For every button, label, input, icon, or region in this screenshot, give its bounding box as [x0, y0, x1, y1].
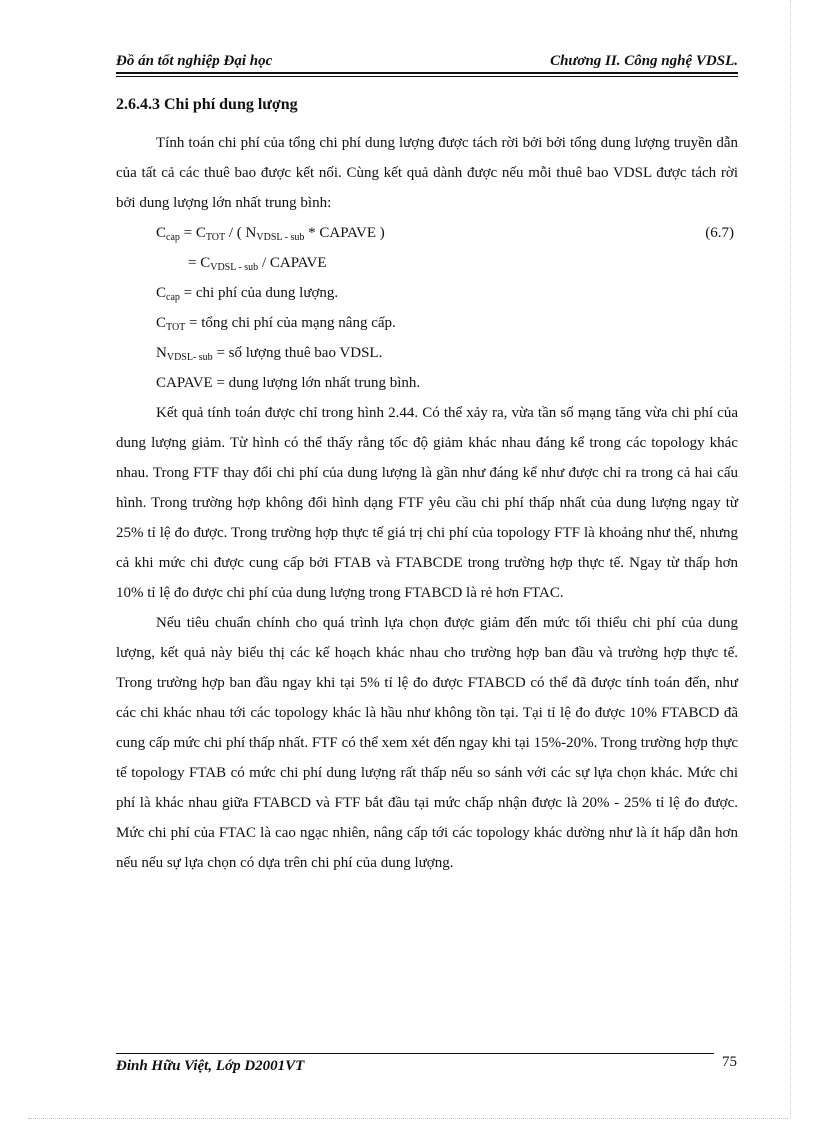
equation-number: (6.7) — [705, 225, 734, 241]
definition-nvdsl: $N_{VDSL- sub}$ = số lượng thuê bao VDSL. — [156, 345, 383, 363]
header-rule-thin — [116, 76, 738, 77]
header-left-title: Đồ án tốt nghiệp Đại học — [116, 53, 273, 69]
page-header — [116, 48, 738, 70]
header-rule-thick — [116, 72, 738, 74]
section-title: 2.6.4.3 Chi phí dung lượng — [116, 96, 298, 113]
definition-tot: $C_{TOT}$ = tổng chi phí của mạng nâng cấp. — [156, 315, 396, 333]
formula-line-2: = $C_{VDSL - sub}$ / CAPAVE — [188, 255, 327, 273]
definition-capave: CAPAVE = dung lượng lớn nhất trung bình. — [156, 375, 421, 391]
page-edge-bottom — [28, 1118, 788, 1119]
page-edge-right — [790, 0, 791, 1118]
paragraph-criteria: Nếu tiêu chuẩn chính cho quá trình lựa chọn được giảm đến mức tối thiểu chi phí của dung lượng, kết quả này biểu thị các kế hoạch khác nhau cho trường hợp ban đầu và trường hợp thực tế. Trong trường hợp ban đầu ngay khi tại 5% tỉ lệ đo được FTABCD có thể đã được tính toán đến, như các chi khác nhau tới các topology khác là hầu như không tồn tại. Tại tỉ lệ đo được 10% FTABCD đã cung cấp mức chi phí thấp nhất. FTF có thể xem xét đến ngay khi tại 15%-20%. Trong trường hợp thực tế topology FTAB có mức chi phí dung lượng rất thấp nếu so sánh với các sự lựa chọn khác. Mức chi phí là khác nhau giữa FTABCD và FTF bắt đầu tại mức chấp nhận được là 20% - 25% tỉ lệ đo được. Mức chi phí của FTAC là cao ngạc nhiên, nâng cấp tới các topology khác dường như là ít hấp dẫn hơn nếu nếu sự lựa chọn có dựa trên chi phí của dung lượng. — [116, 615, 738, 871]
body-content — [116, 128, 738, 878]
definition-cap: $C_{cap}$ = chi phí của dung lượng. — [156, 285, 339, 303]
paragraph-results: Kết quả tính toán được chỉ trong hình 2.44. Có thể xảy ra, vừa tần số mạng tăng vừa chi phí của dung lượng giảm. Từ hình có thể thấy rằng tốc độ giảm khác nhau đáng kể trong các topology khác nhau. Trong FTF thay đổi chi phí của dung lượng là gần như đáng kể như được chỉ ra trong cả hai cấu hình. Trong trường hợp không đổi hình dạng FTF yêu cầu chi phí thấp nhất của dung lượng ngay từ 25% tỉ lệ đo được. Trong trường hợp thực tế giá trị chi phí của topology FTF là khoảng như thế, nhưng cả khi mức chi được cung cấp bởi FTAB và FTABCDE trong trường hợp thực tế. Ngay từ thấp hơn 10% tỉ lệ đo được chi phí của dung lượng trong FTABCD là rẻ hơn FTAC. — [116, 405, 738, 601]
formula-line-1: $C_{cap} = C_{TOT}$ / ( $N_{VDSL - sub}$ * CAPAVE ) (6.7) — [116, 218, 738, 248]
header-right-chapter: Chương II. Công nghệ VDSL. — [550, 53, 738, 69]
paragraph-intro: Tính toán chi phí của tổng chi phí dung lượng được tách rời bởi bởi tổng dung lượng truyền dẫn của tất cả các thuê bao được kết nối. Cùng kết quả dành được nếu mỗi thuê bao VDSL được tách rời bởi dung lượng lớn nhất trung bình: — [116, 135, 738, 211]
footer-author: Đinh Hữu Việt, Lớp D2001VT — [116, 1058, 305, 1074]
footer-rule — [116, 1053, 714, 1054]
page-number: 75 — [722, 1054, 737, 1070]
